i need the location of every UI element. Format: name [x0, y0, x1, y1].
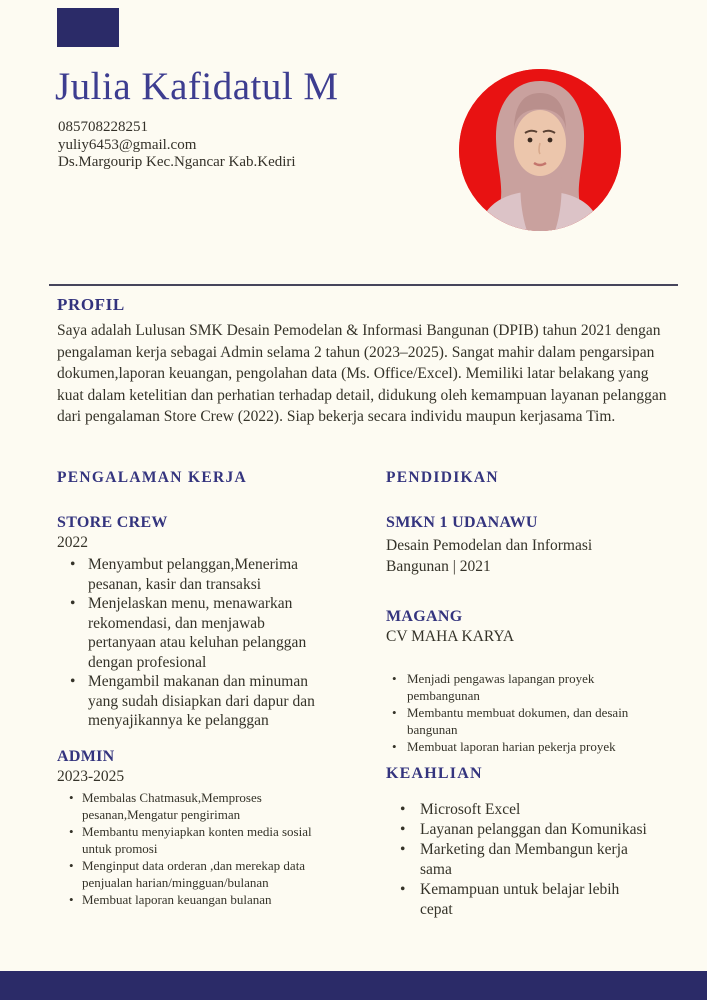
person-name: Julia Kafidatul M — [55, 65, 339, 108]
portrait-illustration — [459, 69, 621, 231]
decorative-navy-square — [57, 8, 119, 47]
keahlian-bullets — [386, 800, 691, 920]
keahlian-title: KEAHLIAN — [386, 765, 483, 782]
list-item: • Membalas Chatmasuk,Memproses pesanan,Mengatur pengiriman — [57, 789, 337, 823]
list-item: • Membuat laporan keuangan bulanan — [57, 891, 337, 908]
list-item: • Kemampuan untuk belajar lebih cepat — [386, 880, 652, 920]
list-item: • Membantu membuat dokumen, dan desain bangunan — [386, 704, 657, 738]
profil-title: PROFIL — [57, 295, 125, 314]
list-item: • Membantu menyiapkan konten media sosial untuk promosi — [57, 823, 337, 857]
list-item: • Menginput data orderan ,dan merekap data penjualan harian/mingguan/bulanan — [57, 857, 337, 891]
job-period-store-crew: 2022 — [57, 534, 88, 551]
admin-bullets — [57, 789, 369, 908]
profil-section — [57, 295, 677, 428]
postal-address: Ds.Margourip Kec.Ngancar Kab.Kediri — [58, 154, 296, 170]
list-item: • Menyambut pelanggan,Menerima pesanan, kasir dan transaksi — [57, 555, 335, 594]
list-item: • Membuat laporan harian pekerja proyek — [386, 738, 657, 755]
magang-company: CV MAHA KARYA — [386, 628, 515, 645]
job-role-store-crew: STORE CREW — [57, 514, 168, 531]
profile-photo — [459, 69, 621, 231]
magang-title: MAGANG — [386, 608, 463, 625]
list-item: • Microsoft Excel — [386, 800, 652, 820]
job-role-admin: ADMIN — [57, 747, 115, 765]
store-crew-bullets — [57, 555, 369, 731]
phone-number: 085708228251 — [58, 119, 148, 135]
profil-paragraph: Saya adalah Lulusan SMK Desain Pemodelan & Informasi Bangunan (DPIB) tahun 2021 dengan pengalaman kerja sebagai Admin selama 2 tahun (2023–2025). Sangat mahir dalam pengarsipan dokumen,laporan keuangan, pengolahan data (Ms. Office/Excel). Memiliki latar belakang yang kuat dalam ketelitian dan perhatian terhadap detail, didukung oleh kemampuan layanan pelanggan dari pengalaman Store Crew (2022). Siap bekerja secara individu maupun kerjasama Tim. — [57, 322, 667, 426]
experience-column — [57, 469, 369, 908]
contact-info — [58, 119, 296, 172]
list-item: • Mengambil makanan dan minuman yang sudah disiapkan dari dapur dan menyajikannya ke pelanggan — [57, 672, 335, 731]
magang-section — [386, 608, 691, 755]
list-item: • Menjelaskan menu, menawarkan rekomendasi, dan menjawab pertanyaan atau keluhan pelanggan dengan profesional — [57, 594, 335, 672]
email-address: yuliy6453@gmail.com — [58, 136, 197, 153]
horizontal-divider — [49, 284, 678, 286]
magang-bullets — [386, 670, 691, 755]
list-item: • Menjadi pengawas lapangan proyek pembangunan — [386, 670, 657, 704]
job-period-admin: 2023-2025 — [57, 767, 125, 785]
list-item: • Layanan pelanggan dan Komunikasi — [386, 820, 652, 840]
education-detail: Desain Pemodelan dan Informasi Bangunan | 2021 — [386, 537, 593, 575]
list-item: • Marketing dan Membangun kerja sama — [386, 840, 652, 880]
decorative-bottom-bar — [0, 971, 707, 1000]
education-column — [386, 469, 691, 920]
school-name: SMKN 1 UDANAWU — [386, 514, 538, 531]
education-title: PENDIDIKAN — [386, 469, 499, 486]
experience-title: PENGALAMAN KERJA — [57, 469, 248, 486]
